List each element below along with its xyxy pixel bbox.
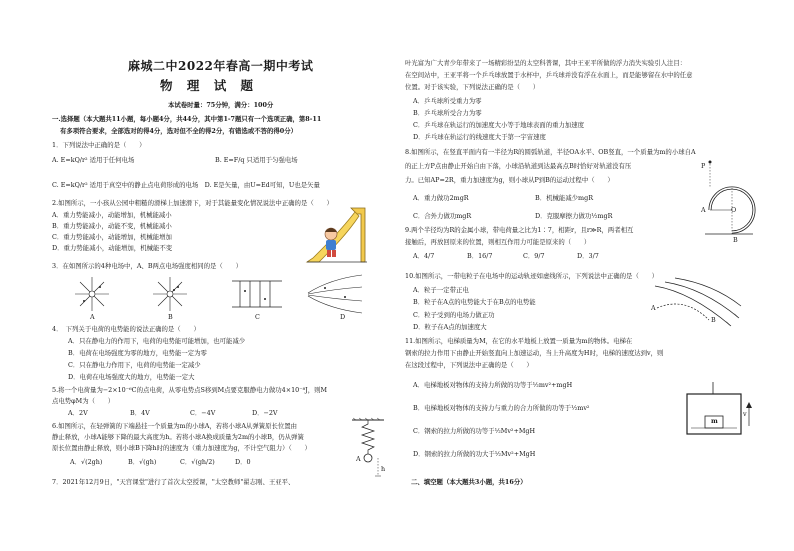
q6-option-d: D．0 <box>235 458 251 466</box>
exam-subject: 物 理 试 题 <box>160 78 259 93</box>
q11-option-d: D．钢索的拉力所做的功大于½Mv²+MgH <box>413 450 536 458</box>
q7-line4: 位置。对于该实验，下列说法正确的是（ ） <box>405 83 540 91</box>
circular-track-figure <box>705 158 755 238</box>
q4-option-c: C．只在静电力作用下，电荷的电势能一定减少 <box>68 361 201 369</box>
field-lines-figure <box>651 278 741 334</box>
q6-line2: 静止释放，小球A能够下降的最大高度为h。若将小球A换成质量为2m的小球B，仍从弹簧 <box>52 433 304 441</box>
q5-stem: 5.将一个电荷量为−2×10⁻⁶C的点电荷，从零电势点S移到M点要克服静电力做功4×10⁻⁸J，则M <box>52 386 328 394</box>
q11-option-b: B．电梯地板对物体的支持力与重力的合力所做的功等于½mv² <box>413 404 590 412</box>
q8-line1: 8.如图所示，在竖直平面内有一半径为R的圆弧轨道，半径OA水平、OB竖直，一个质量为m的小球自A <box>405 148 696 156</box>
field-label-a: A <box>651 304 656 312</box>
q8-option-c: C．合外力做功mgR <box>413 212 472 220</box>
q7-option-a: A．乒乓球所受重力为零 <box>413 97 482 105</box>
q5-option-c: C．−4V <box>190 409 216 417</box>
q7-line1: 7．2021年12月9日，"天宫课堂"进行了首次太空授课，"太空教师"翟志刚、王亚平、 <box>52 478 295 486</box>
q3-label-b: B <box>168 313 173 321</box>
q7-option-c: C．乒乓球在轨运行的加速度大小等于地球表面的重力加速度 <box>413 121 585 129</box>
spring-label-h: h <box>381 465 386 473</box>
q8-option-d: D．克服摩擦力做功½mgR <box>535 212 613 220</box>
q1-option-c: C. E=kQ/r² 适用于真空中的静止点电荷形成的电场 D. E是矢量，由U=Ed可知，U也是矢量 <box>52 181 320 189</box>
q1-stem: 1．下列说法中正确的是（ ） <box>52 141 146 149</box>
q3-label-a: A <box>90 313 95 321</box>
elevator-label-v: v <box>743 410 747 418</box>
q11-line3: 在这段过程中，下列说法中正确的是（ ） <box>405 361 533 369</box>
spring-label-a: A <box>356 455 361 463</box>
section2-heading: 二、填空题（本大题共3小题，共16分） <box>411 478 527 486</box>
q3-field-figures <box>70 273 370 319</box>
q7-option-d: D．乒乓球在轨运行的线速度大于第一宇宙速度 <box>413 133 546 141</box>
q9-line2: 接触后，再放回原来的位置，则相互作用力可能是原来的（ ） <box>405 238 591 246</box>
track-label-p: P <box>701 162 706 170</box>
section1-heading-cont: 有多项符合要求，全部选对的得4分，选对但不全的得2分，有错选或不答的得0分） <box>60 127 298 135</box>
q2-stem: 2.如图所示，一小孩从公园中粗糙的滑梯上加速滑下，对于其能量变化情况说法中正确的是（ ） <box>52 199 333 207</box>
q10-option-d: D．粒子在A点的加速度大 <box>413 323 487 331</box>
section1-heading: 一.选择题（本大题共11小题，每小题4分，共44分，其中第1-7题只有一个选项正确，第8-11 <box>52 115 322 123</box>
q1-option-a: A. E=kQ/r² 适用于任何电场 <box>52 156 135 164</box>
q11-line2: 钢索的拉力作用下由静止开始竖直向上加速运动，当上升高度为H时，电梯的速度达到v，则 <box>405 349 664 357</box>
field-label-b: B <box>711 316 716 324</box>
q8-line3: 力。已知AP=2R，重力加速度为g，则小球从P到B的运动过程中（ ） <box>405 176 614 184</box>
exam-meta: 本试卷时量：75分钟，满分：100分 <box>168 101 274 109</box>
q11-option-c: C．钢索的拉力所做的功等于½Mv²+MgH <box>413 427 536 435</box>
q4-option-a: A．只在静电力的作用下，电荷的电势能可能增加，也可能减少 <box>68 337 246 345</box>
q11-option-a: A．电梯地板对物体的支持力所做的功等于½mv²+mgH <box>413 381 573 389</box>
q9-option-a: A．4/7 <box>413 252 435 260</box>
q10-option-a: A．粒子一定带正电 <box>413 286 469 294</box>
q7-option-b: B．乒乓球所受合力为零 <box>413 109 482 117</box>
slide-figure <box>305 204 370 266</box>
exam-title: 麻城二中2022年春高一期中考试 <box>128 59 314 73</box>
q7-line3: 在空间站中，王亚平将一个乒乓球放置于水杯中，乒乓球并没有浮在水面上，而是能够留在水中的任意 <box>405 71 693 79</box>
q4-stem: 4． 下列关于电荷的电势能的说法正确的是（ ） <box>52 325 200 333</box>
q10-line1: 10.如图所示，一带电粒子在电场中的运动轨迹如虚线所示，下列说法中正确的是（ ） <box>405 272 659 280</box>
q3-stem: 3．在如图所示的4种电场中，A、B两点电场强度相同的是（ ） <box>52 262 242 270</box>
track-label-a: A <box>701 206 706 214</box>
q9-line1: 9.两个半径均为R的金属小球，带电荷量之比为1∶7，相距r，且r≫R，两者相互 <box>405 226 634 234</box>
q5-option-a: A．2V <box>68 409 88 417</box>
q10-option-c: C．粒子受到的电场力做正功 <box>413 311 495 319</box>
q6-line1: 6.如图所示，在轻弹簧的下端悬挂一个质量为m的小球A，若将小球A从弹簧原长位置由 <box>52 422 298 430</box>
q8-line2: 的正上方P点由静止开始自由下落，小球沿轨道到达最高点B时恰好对轨道没有压 <box>405 162 632 170</box>
q2-option-b: B．重力势能减小，动能不变，机械能减小 <box>52 222 172 230</box>
q1-option-b: B. E=F/q 只适用于匀强电场 <box>215 156 298 164</box>
q9-option-c: C．9/7 <box>523 252 545 260</box>
q11-line1: 11.如图所示，电梯质量为M，在它的水平地板上放置一质量为m的物体。电梯在 <box>405 337 633 345</box>
q5-option-b: B．4V <box>130 409 150 417</box>
q4-option-d: D．电荷在电场强度大的地方，电势能一定大 <box>68 373 195 381</box>
q2-option-c: C．重力势能减小，动能增加，机械能增加 <box>52 233 172 241</box>
elevator-label-m: m <box>711 417 718 425</box>
track-label-o: O <box>731 206 737 214</box>
q5-stem-cont: 点电势φM为（ ） <box>52 397 115 405</box>
q2-option-d: D．重力势能减小，动能增加，机械能不变 <box>52 244 173 252</box>
track-label-b: B <box>733 236 738 244</box>
q2-option-a: A．重力势能减小，动能增加，机械能减小 <box>52 211 172 219</box>
q4-option-b: B．电荷在电场强度为零的地方，电势能一定为零 <box>68 349 207 357</box>
q6-option-c: C．√(gh/2) <box>180 458 215 466</box>
q10-option-b: B．粒子在A点的电势能大于在B点的电势能 <box>413 298 536 306</box>
q8-option-a: A．重力做功2mgR <box>413 194 469 202</box>
q5-option-d: D．−2V <box>252 409 278 417</box>
q9-option-b: B．16/7 <box>467 252 493 260</box>
q9-option-d: D．3/7 <box>577 252 599 260</box>
q6-option-a: A．√(2gh) <box>70 458 103 466</box>
q6-option-b: B．√(gh) <box>128 458 157 466</box>
q8-option-b: B．机械能减少mgR <box>535 194 594 202</box>
q6-line3: 原长位置由静止释放，则小球B下降h时的速度为（重力加速度为g，不计空气阻力）（ ） <box>52 444 311 452</box>
q3-label-d: D <box>340 313 346 321</box>
q3-label-c: C <box>255 313 260 321</box>
q7-line2: 叶光富为广大青少年带来了一场精彩纷呈的太空科普课，其中王亚平所做的浮力消失实验引人注目： <box>405 59 687 67</box>
